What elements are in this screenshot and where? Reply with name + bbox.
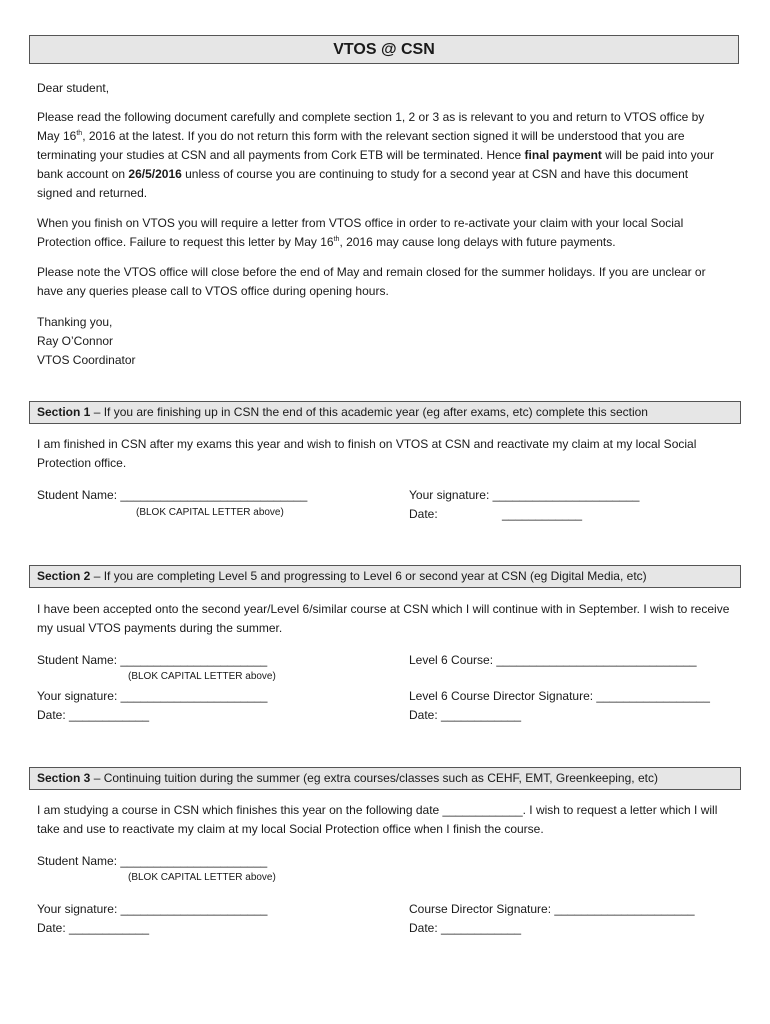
paragraph-reactivation: When you finish on VTOS you will require a letter from VTOS office in order to re-activate your claim with your local Social Protection office. Failure to request this letter by May 16th, 2016 may cause long delays with future payments.: [37, 216, 684, 249]
section3-block-capital-note: (BLOK CAPITAL LETTER above): [128, 872, 276, 883]
section2-date-field[interactable]: Date: ____________: [37, 708, 150, 722]
section1-date-field[interactable]: ____________: [502, 507, 583, 521]
section3-heading: Section 3 – Continuing tuition during the summer (eg extra courses/classes such as CEHF, EMT, Greenkeeping, etc): [29, 767, 741, 790]
section1-student-name-field[interactable]: Student Name: ____________________________: [37, 488, 308, 502]
paragraph-office-closure: Please note the VTOS office will close before the end of May and remain closed for the summer holidays. If you are unclear or have any queries please call to VTOS office during opening hours.: [37, 265, 706, 298]
section2-level6-course-field[interactable]: Level 6 Course: ______________________________: [409, 653, 697, 667]
section2-block-capital-note: (BLOK CAPITAL LETTER above): [128, 671, 276, 682]
section1-heading: Section 1 – If you are finishing up in CSN the end of this academic year (eg after exams, etc) complete this section: [29, 401, 741, 424]
section2-date-right-field[interactable]: Date: ____________: [409, 708, 522, 722]
page-title: VTOS @ CSN: [29, 35, 739, 64]
section2-student-name-field[interactable]: Student Name: ______________________: [37, 653, 268, 667]
section3-director-signature-field[interactable]: Course Director Signature: _____________________: [409, 902, 695, 916]
closing: Thanking you,: [37, 315, 113, 329]
section1-block-capital-note: (BLOK CAPITAL LETTER above): [136, 507, 284, 518]
section3-date-field[interactable]: Date: ____________: [37, 921, 150, 935]
greeting: Dear student,: [37, 81, 110, 95]
section3-statement: I am studying a course in CSN which finishes this year on the following date ____________. I wish to request a letter which I will take and use to reactivate my claim at my local Social Protection office when I finish the course.: [37, 803, 718, 836]
signer-name: Ray O’Connor: [37, 334, 114, 348]
section1-date-label: Date:: [409, 507, 438, 521]
section2-statement: I have been accepted onto the second year/Level 6/similar course at CSN which I will continue with in September. I wish to receive my usual VTOS payments during the summer.: [37, 602, 730, 635]
section3-student-name-field[interactable]: Student Name: ______________________: [37, 854, 268, 868]
section3-date-right-field[interactable]: Date: ____________: [409, 921, 522, 935]
payment-date-text: 26/5/2016: [128, 167, 182, 181]
section1-signature-field[interactable]: Your signature: ______________________: [409, 488, 640, 502]
final-payment-text: final payment: [524, 148, 602, 162]
section3-signature-field[interactable]: Your signature: ______________________: [37, 902, 268, 916]
section2-director-signature-field[interactable]: Level 6 Course Director Signature: _________________: [409, 689, 710, 703]
paragraph-return-instructions: Please read the following document carefully and complete section 1, 2 or 3 as is relevant to you and return to VTOS office by May 16th, 2016 at the latest. If you do not return this form with the relevant section signed it will be understood that you are terminating your studies at CSN and all payments from Cork ETB will be terminated. Hence final payment will be paid into your bank account on 26/5/2016 unless of course you are continuing to study for a second year at CSN and have this document signed and returned.: [37, 110, 714, 200]
signer-role: VTOS Coordinator: [37, 353, 136, 367]
section2-signature-field[interactable]: Your signature: ______________________: [37, 689, 268, 703]
section2-heading: Section 2 – If you are completing Level 5 and progressing to Level 6 or second year at CSN (eg Digital Media, etc): [29, 565, 741, 588]
section1-statement: I am finished in CSN after my exams this year and wish to finish on VTOS at CSN and reactivate my claim at my local Social Protection office.: [37, 437, 697, 470]
